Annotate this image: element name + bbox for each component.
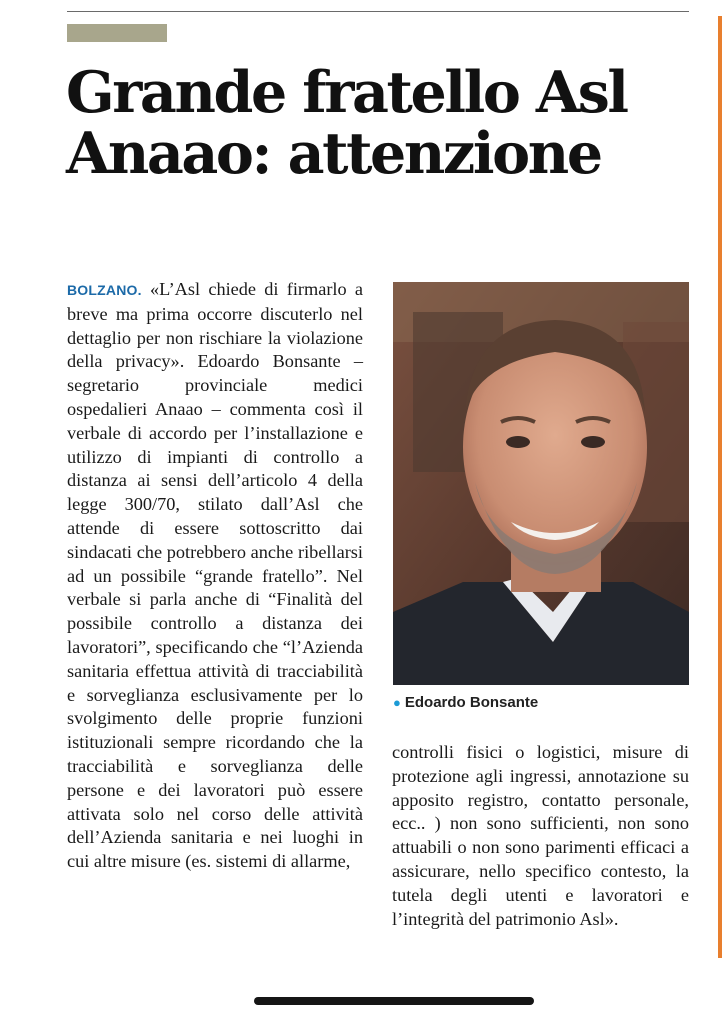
home-indicator-bar[interactable] — [254, 997, 534, 1005]
headline — [66, 59, 716, 187]
article-column-left — [67, 278, 363, 874]
section-kicker-bar — [67, 24, 167, 42]
headline-line-2: Anaao: attenzione — [66, 120, 601, 187]
photo-caption-text: Edoardo Bonsante — [404, 694, 539, 711]
bullet-dot-icon: ● — [393, 695, 401, 710]
photo-caption — [393, 694, 538, 711]
portrait-photo — [393, 282, 689, 685]
right-border-rule — [718, 16, 722, 958]
dateline: BOLZANO. — [67, 282, 142, 298]
article-column-right — [392, 741, 689, 931]
headline-line-1: Grande fratello Asl — [66, 59, 627, 126]
article-body-col1: «L’Asl chiede di firmarlo a breve ma prima occorre discuterlo nel dettaglio per non rischiare la violazione della privacy». Edoardo Bonsante – segretario provinciale medici ospedalieri Anaao – commenta così il verbale di accordo per l’installazione e utilizzo di impianti di controllo a distanza ai sensi dell’articolo 4 della legge 300/70, stilato dall’Asl che attende di essere sottoscritto dai sindacati che potrebbero anche ribellarsi ad un possibile “grande fratello”. Nel verbale si parla anche di “Finalità del possibile controllo a distanza dei lavoratori”, specificando che “l’Azienda sanitaria effettua attività di tracciabilità e sorveglianza esclusivamente per lo svolgimento delle proprie funzioni istituzionali sempre ricordando che la tracciabilità e sorveglianza delle persone e dei lavoratori può essere attivata solo nel corso delle attività dell’Azienda sanitaria e nei luoghi in cui altre misure (es. sistemi di allarme, — [67, 279, 363, 872]
top-rule — [67, 11, 689, 12]
portrait-photo-svg — [393, 282, 689, 685]
article-body-col2: controlli fisici o logistici, misure di protezione agli ingressi, annotazione su apposito registro, contatto personale, ecc.. ) non sono sufficienti, non sono attuabili o non sono parimenti efficaci a assicurare, nello specifico contesto, la tutela degli utenti e lavoratori e l’integrità del patrimonio Asl». — [392, 742, 689, 929]
